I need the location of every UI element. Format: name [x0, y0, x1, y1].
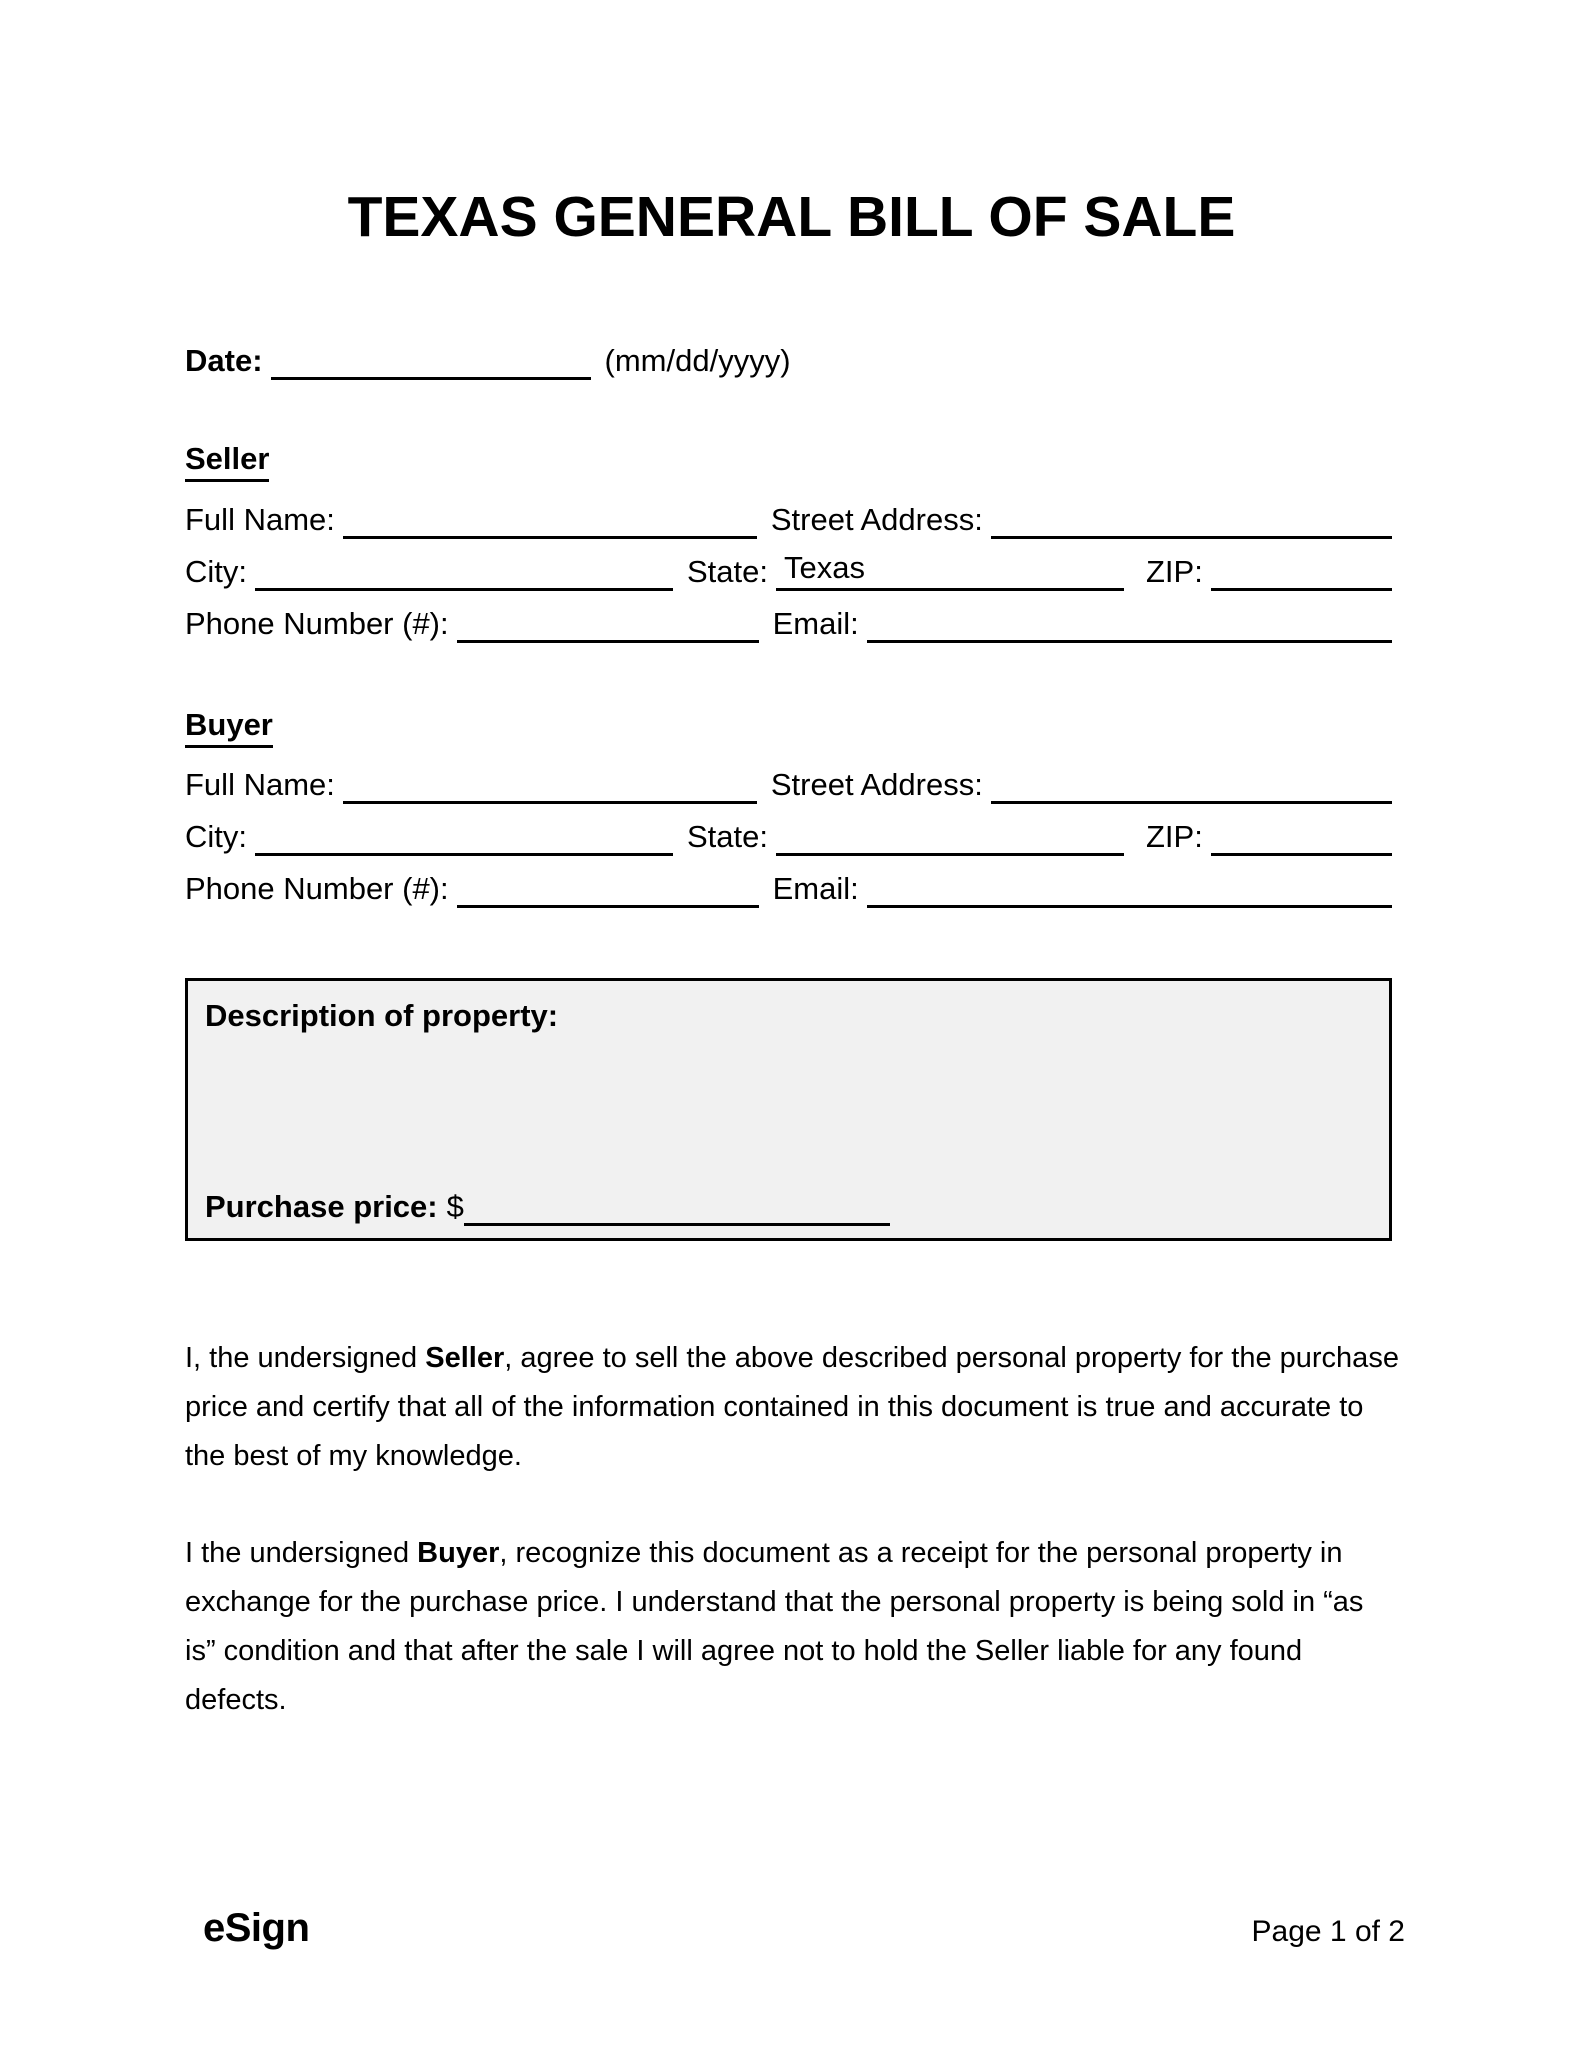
seller-city-state-zip-row — [185, 550, 1392, 591]
buyer-clause-lead: I the undersigned — [185, 1537, 418, 1569]
buyer-agreement-paragraph — [185, 1529, 1400, 1725]
buyer-city-line[interactable] — [255, 815, 673, 856]
seller-state-line[interactable] — [776, 550, 1124, 591]
seller-agreement-paragraph — [185, 1334, 1400, 1481]
buyer-full-name-line[interactable] — [343, 763, 757, 804]
buyer-state-line[interactable] — [776, 815, 1124, 856]
description-input-area[interactable] — [205, 1041, 1372, 1178]
buyer-phone-email-row — [185, 870, 1392, 908]
date-format-hint: (mm/dd/yyyy) — [604, 343, 791, 378]
seller-clause-lead: I, the undersigned — [185, 1342, 426, 1374]
buyer-clause-emphasis: Buyer — [417, 1537, 500, 1569]
seller-street-address-label: Street Address: — [770, 502, 983, 537]
buyer-state-label: State: — [687, 819, 768, 854]
buyer-phone-line[interactable] — [457, 867, 759, 908]
buyer-street-address-label: Street Address: — [770, 767, 983, 802]
seller-email-line[interactable] — [867, 602, 1392, 643]
buyer-zip-line[interactable] — [1211, 815, 1392, 856]
buyer-section-heading — [185, 707, 273, 748]
property-description-box — [185, 978, 1392, 1241]
purchase-price-row — [205, 1188, 890, 1226]
buyer-email-label: Email: — [772, 871, 859, 906]
seller-city-label: City: — [185, 554, 247, 589]
date-row — [185, 342, 791, 380]
buyer-full-name-label: Full Name: — [185, 767, 335, 802]
seller-heading-text: Seller — [185, 441, 269, 482]
seller-phone-email-row — [185, 605, 1392, 643]
seller-phone-label: Phone Number (#): — [185, 606, 449, 641]
seller-clause-body: , agree to sell the above described personal property for the purchase price and certify that all of the information contained in this document is true and accurate to the best of my knowledge. — [185, 1342, 1399, 1472]
buyer-email-line[interactable] — [867, 867, 1392, 908]
buyer-street-address-line[interactable] — [991, 763, 1392, 804]
seller-state-value: Texas — [784, 550, 865, 585]
seller-clause-emphasis: Seller — [425, 1342, 505, 1374]
seller-email-label: Email: — [772, 606, 859, 641]
currency-symbol: $ — [446, 1189, 464, 1224]
buyer-heading-text: Buyer — [185, 707, 273, 748]
seller-full-name-label: Full Name: — [185, 502, 335, 537]
buyer-phone-label: Phone Number (#): — [185, 871, 449, 906]
page-indicator: Page 1 of 2 — [1251, 1915, 1405, 1948]
buyer-clause-body: , recognize this document as a receipt for the personal property in exchange for the purchase price. I understand that the personal property is being sold in “as is” condition and that after the sale I will agree not to hold the Seller liable for any found defects. — [185, 1537, 1364, 1716]
buyer-zip-label: ZIP: — [1146, 819, 1203, 854]
seller-section-heading — [185, 441, 269, 482]
seller-full-name-line[interactable] — [343, 498, 757, 539]
date-input-line[interactable] — [271, 339, 591, 380]
date-label: Date: — [185, 343, 263, 378]
purchase-price-line[interactable] — [464, 1185, 890, 1226]
buyer-city-label: City: — [185, 819, 247, 854]
esign-logo: eSign — [203, 1906, 310, 1950]
seller-zip-label: ZIP: — [1146, 554, 1203, 589]
seller-state-label: State: — [687, 554, 768, 589]
purchase-price-label: Purchase price: — [205, 1189, 438, 1224]
description-label: Description of property: — [205, 998, 559, 1033]
seller-zip-line[interactable] — [1211, 550, 1392, 591]
buyer-city-state-zip-row — [185, 818, 1392, 856]
seller-phone-line[interactable] — [457, 602, 759, 643]
seller-city-line[interactable] — [255, 550, 673, 591]
page-title: TEXAS GENERAL BILL OF SALE — [347, 185, 1236, 249]
buyer-name-address-row — [185, 766, 1392, 804]
seller-street-address-line[interactable] — [991, 498, 1392, 539]
seller-name-address-row — [185, 501, 1392, 539]
